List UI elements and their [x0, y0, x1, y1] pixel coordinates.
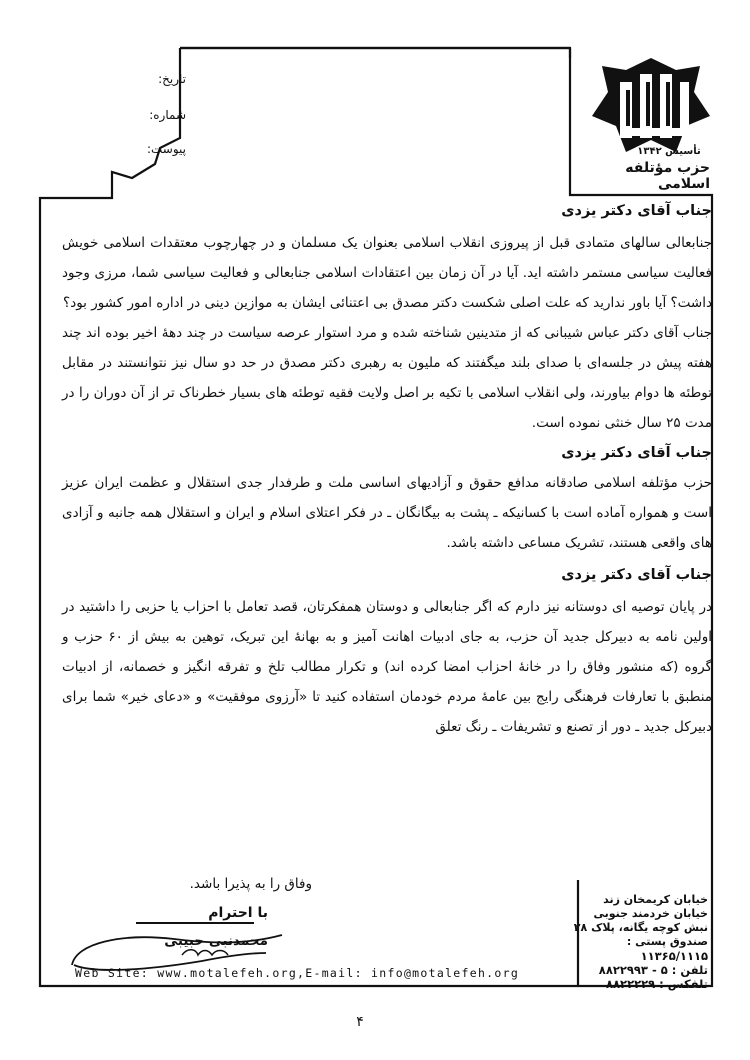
phone-number: تلفن : ۵ - ۸۸۲۲۹۹۳: [598, 963, 708, 977]
founded-year: تأسیس ۱۳۴۲: [637, 146, 701, 157]
party-logo: [582, 56, 712, 192]
page-number: ۴: [356, 1014, 364, 1030]
paragraph: جنابعالی سالهای متمادی قبل از پیروزی انقلاب اسلامی بعنوان یک مسلمان و در چهارچوب معتقدات اسلامی خویش فعالیت سیاسی مستمر داشته اید. آیا در آن زمان بین اعتقادات اسلامی جنابعالی و فعالیت سیاسی شما، مرزی وجود داشت؟ آیا باور ندارید که علت اصلی شکست دکتر مصدق بی اعتنائی ایشان به موازین دینی در اداره امور کشور بود؟: [62, 235, 712, 311]
salutation: جناب آقای دکتر یزدی: [561, 445, 712, 461]
po-box-label: صندوق پستی :: [626, 935, 708, 948]
salutation: جناب آقای دکتر یزدی: [561, 567, 712, 583]
fax-number: تلفکس : ۸۸۲۲۲۲۹: [606, 977, 708, 991]
paragraph: حزب مؤتلفه اسلامی صادقانه مدافع حقوق و آزادیهای اساسی ملت و طرفدار جدی استقلال و عظمت ایران عزیز است و همواره آماده است با کسانیکه ـ پشت به بیگانگان ـ در فکر اعتلای اسلام و ایران و استقلال همه جانبه و آزادی های واقعی هستند، تشریک مساعی داشته باشد.: [62, 475, 712, 551]
paragraph: جناب آقای دکتر عباس شیبانی که از متدینین شناخته شده و مرد استوار عرصه سیاست در چند دههٔ اخیر بوده اند چند هفته پیش در جلسه‌ای با صدای بلند میگفتند که ملیون به رهبری دکتر مصدق در حد دو سال نیز نتوانستند در مقابل توطئه ها دوام بیاورند، ولی انقلاب اسلامی با تکیه بر اصل ولایت فقیه توطئه های بسیار خطرناک تر از آن دوران را در مدت ۲۵ سال خنثی نموده است.: [62, 325, 712, 431]
salutation: جناب آقای دکتر یزدی: [561, 203, 712, 219]
closing-text: وفاق را به پذیرا باشد.: [189, 876, 312, 892]
attachment-label: پیوست:: [146, 142, 186, 156]
closing-line: [62, 876, 312, 892]
contact-line: Web Site: www.motalefeh.org,E-mail: info@motalefeh.org: [75, 966, 520, 980]
signer-name: محمدنبی حبیبی: [164, 933, 268, 949]
address-block: [573, 893, 708, 991]
signature-block: [62, 903, 292, 973]
letter-body: [62, 198, 712, 742]
address-line: خیابان خردمند جنوبی: [593, 907, 708, 920]
address-line: نبش کوچه یگانه، پلاک ۲۸: [573, 921, 708, 934]
organization-name: حزب مؤتلفه اسلامی: [625, 160, 710, 192]
paragraph: در پایان توصیه ای دوستانه نیز دارم که اگر جنابعالی و دوستان همفکرتان، قصد تعامل با احزاب یا حزبی را داشتید در اولین نامه به دبیرکل جدید آن حزب، به جای ادبیات اهانت آمیز و به بهانهٔ این تبریک، توهین به بیش از ۶۰ حزب و گروه (که منشور وفاق را در خانهٔ احزاب امضا کرده اند) و تکرار مطالب تلخ و تفرقه انگیز و خصمانه، از ادبیات منطبق با تعارفات فرهنگی رایج بین عامهٔ مردم خودمان استفاده کنید تا «آرزوی موفقیت» و «دعای خیر» شما برای دبیرکل جدید ـ دور از تصنع و تشریفات ـ رنگ تعلق: [62, 599, 712, 735]
date-label: تاریخ:: [158, 72, 186, 86]
number-label: شماره:: [149, 108, 186, 122]
po-box-number: ۱۱۳۶۵/۱۱۱۵: [640, 949, 708, 963]
regards-text: با احترام: [208, 905, 268, 921]
party-emblem-icon: [590, 56, 712, 156]
address-line: خیابان کریمخان زند: [603, 893, 708, 906]
